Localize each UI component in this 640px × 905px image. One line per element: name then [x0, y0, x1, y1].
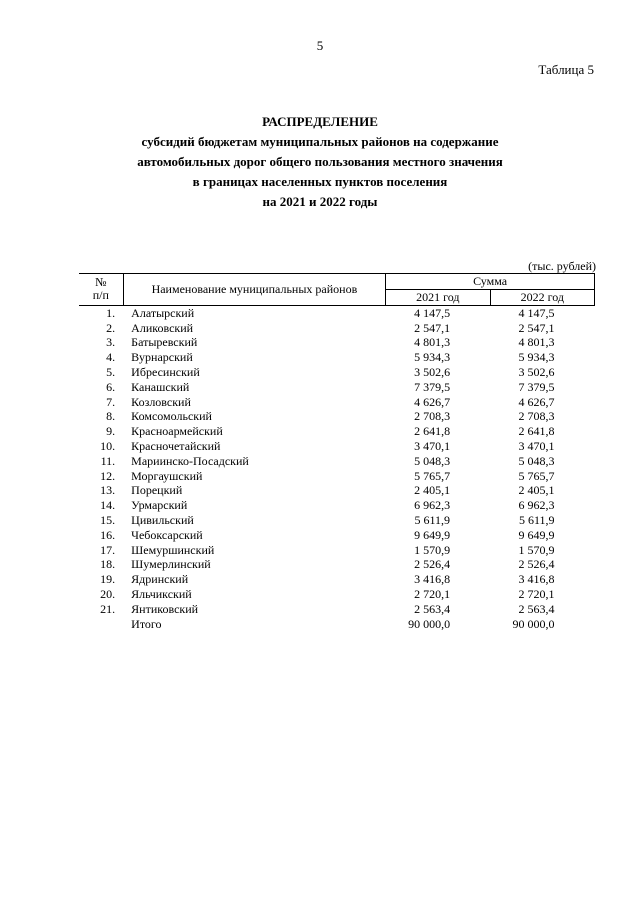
row-number: 4. — [106, 350, 116, 365]
title-line-3: автомобильных дорог общего пользования местного значения — [137, 154, 503, 169]
table-row — [79, 469, 595, 484]
district-name: Цивильский — [131, 512, 194, 527]
amount-2021: 4 147,5 — [414, 305, 451, 320]
amount-2022: 2 563,4 — [518, 601, 555, 616]
amount-2022: 2 720,1 — [518, 586, 555, 601]
title-line-1: РАСПРЕДЕЛЕНИЕ — [262, 114, 378, 129]
amount-2022: 4 801,3 — [518, 335, 555, 350]
row-number: 16. — [100, 527, 116, 542]
table-body — [79, 305, 595, 631]
units-label: (тыс. рублей) — [528, 259, 596, 273]
row-number: 10. — [100, 438, 116, 453]
row-number: 5. — [106, 364, 116, 379]
district-name: Алатырский — [131, 305, 195, 320]
district-name: Комсомольский — [131, 409, 212, 424]
row-number: 12. — [100, 468, 116, 483]
district-name: Яльчикский — [131, 586, 192, 601]
amount-2022: 3 416,8 — [518, 572, 555, 587]
table-row — [79, 335, 595, 350]
row-number: 3. — [106, 335, 116, 350]
district-name: Шумерлинский — [131, 557, 211, 572]
amount-2021: 4 626,7 — [414, 394, 451, 409]
amount-2022: 5 934,3 — [518, 350, 555, 365]
amount-2022: 5 765,7 — [518, 468, 555, 483]
title-line-2: субсидий бюджетам муниципальных районов на содержание — [141, 134, 499, 149]
district-name: Урмарский — [131, 498, 188, 513]
header-sum: Сумма — [386, 274, 595, 290]
amount-2021: 2 526,4 — [414, 557, 451, 572]
table-row — [79, 483, 595, 498]
district-name: Красночетайский — [131, 438, 221, 453]
header-number — [79, 274, 123, 306]
table-row — [79, 395, 595, 410]
amount-2021: 5 048,3 — [414, 453, 451, 468]
table-row — [79, 365, 595, 380]
table-row — [79, 454, 595, 469]
amount-2021: 2 405,1 — [414, 483, 451, 498]
header-year-2021: 2021 год — [386, 290, 490, 306]
table-row — [79, 424, 595, 439]
row-number: 11. — [100, 453, 116, 468]
row-number: 13. — [100, 483, 116, 498]
row-number: 7. — [106, 394, 116, 409]
amount-2021: 5 934,3 — [414, 350, 451, 365]
row-number: 20. — [100, 586, 116, 601]
page-number: 5 — [316, 38, 324, 53]
table-row — [79, 439, 595, 454]
amount-2021: 4 801,3 — [414, 335, 451, 350]
table-row — [79, 305, 595, 320]
amount-2022: 3 502,6 — [518, 364, 555, 379]
table-row — [79, 557, 595, 572]
district-name: Шемуршинский — [131, 542, 215, 557]
district-name: Красноармейский — [131, 424, 223, 439]
amount-2021: 5 765,7 — [414, 468, 451, 483]
table-row — [79, 528, 595, 543]
amount-2022: 2 405,1 — [518, 483, 555, 498]
district-name: Аликовский — [131, 320, 194, 335]
amount-2022: 9 649,9 — [518, 527, 555, 542]
amount-2022: 2 547,1 — [518, 320, 555, 335]
district-name: Порецкий — [131, 483, 183, 498]
table-row — [79, 380, 595, 395]
amount-2021: 3 502,6 — [414, 364, 451, 379]
row-number: 15. — [100, 512, 116, 527]
table-row — [79, 409, 595, 424]
table-header — [79, 274, 595, 306]
header-year-2022: 2022 год — [490, 290, 594, 306]
table-row — [79, 587, 595, 602]
district-name: Чебоксарский — [131, 527, 203, 542]
table-row — [79, 602, 595, 617]
row-number: 8. — [106, 409, 116, 424]
row-number: 14. — [100, 498, 116, 513]
header-district-name: Наименование муниципальных районов — [123, 274, 385, 306]
amount-2021: 2 720,1 — [414, 586, 451, 601]
header-number-abbr: п/п — [92, 288, 109, 303]
district-name: Ядринский — [131, 572, 189, 587]
amount-2021: 3 470,1 — [414, 438, 451, 453]
total-label: Итого — [131, 616, 162, 631]
table-row — [79, 321, 595, 336]
amount-2022: 2 708,3 — [518, 409, 555, 424]
amount-2021: 2 547,1 — [414, 320, 451, 335]
amount-2022: 2 526,4 — [518, 557, 555, 572]
total-2022: 90 000,0 — [512, 616, 555, 631]
row-number: 21. — [100, 601, 116, 616]
row-number: 6. — [106, 379, 116, 394]
row-number: 17. — [100, 542, 116, 557]
row-number: 2. — [106, 320, 116, 335]
district-name: Вурнарский — [131, 350, 193, 365]
district-name: Моргаушский — [131, 468, 203, 483]
amount-2022: 5 048,3 — [518, 453, 555, 468]
table-label: Таблица 5 — [538, 62, 594, 77]
total-number-empty — [79, 617, 123, 632]
amount-2021: 7 379,5 — [414, 379, 451, 394]
row-number: 19. — [100, 572, 116, 587]
amount-2022: 7 379,5 — [518, 379, 555, 394]
district-name: Козловский — [131, 394, 191, 409]
amount-2021: 9 649,9 — [414, 527, 451, 542]
row-number: 18. — [100, 557, 116, 572]
amount-2021: 2 563,4 — [414, 601, 451, 616]
title-line-4: в границах населенных пунктов поселения — [192, 174, 448, 189]
amount-2021: 6 962,3 — [414, 498, 451, 513]
amount-2021: 1 570,9 — [414, 542, 451, 557]
distribution-table — [79, 273, 595, 631]
amount-2022: 5 611,9 — [518, 512, 555, 527]
amount-2021: 2 641,8 — [414, 424, 451, 439]
district-name: Канашский — [131, 379, 190, 394]
header-number-sign: № — [95, 275, 107, 290]
title-line-5: на 2021 и 2022 годы — [262, 194, 378, 209]
total-row — [79, 617, 595, 632]
table-row — [79, 572, 595, 587]
amount-2022: 2 641,8 — [518, 424, 555, 439]
row-number: 1. — [106, 305, 116, 320]
district-name: Янтиковский — [131, 601, 199, 616]
table-row — [79, 498, 595, 513]
district-name: Мариинско-Посадский — [131, 453, 249, 468]
district-name: Батыревский — [131, 335, 198, 350]
amount-2022: 3 470,1 — [518, 438, 555, 453]
row-number: 9. — [106, 424, 116, 439]
amount-2021: 5 611,9 — [414, 512, 451, 527]
document-title — [0, 112, 640, 212]
amount-2022: 4 626,7 — [518, 394, 555, 409]
amount-2022: 6 962,3 — [518, 498, 555, 513]
total-2021: 90 000,0 — [408, 616, 451, 631]
amount-2022: 4 147,5 — [518, 305, 555, 320]
amount-2021: 2 708,3 — [414, 409, 451, 424]
amount-2022: 1 570,9 — [518, 542, 555, 557]
district-name: Ибресинский — [131, 364, 200, 379]
table-row — [79, 513, 595, 528]
table-row — [79, 543, 595, 558]
table-row — [79, 350, 595, 365]
amount-2021: 3 416,8 — [414, 572, 451, 587]
